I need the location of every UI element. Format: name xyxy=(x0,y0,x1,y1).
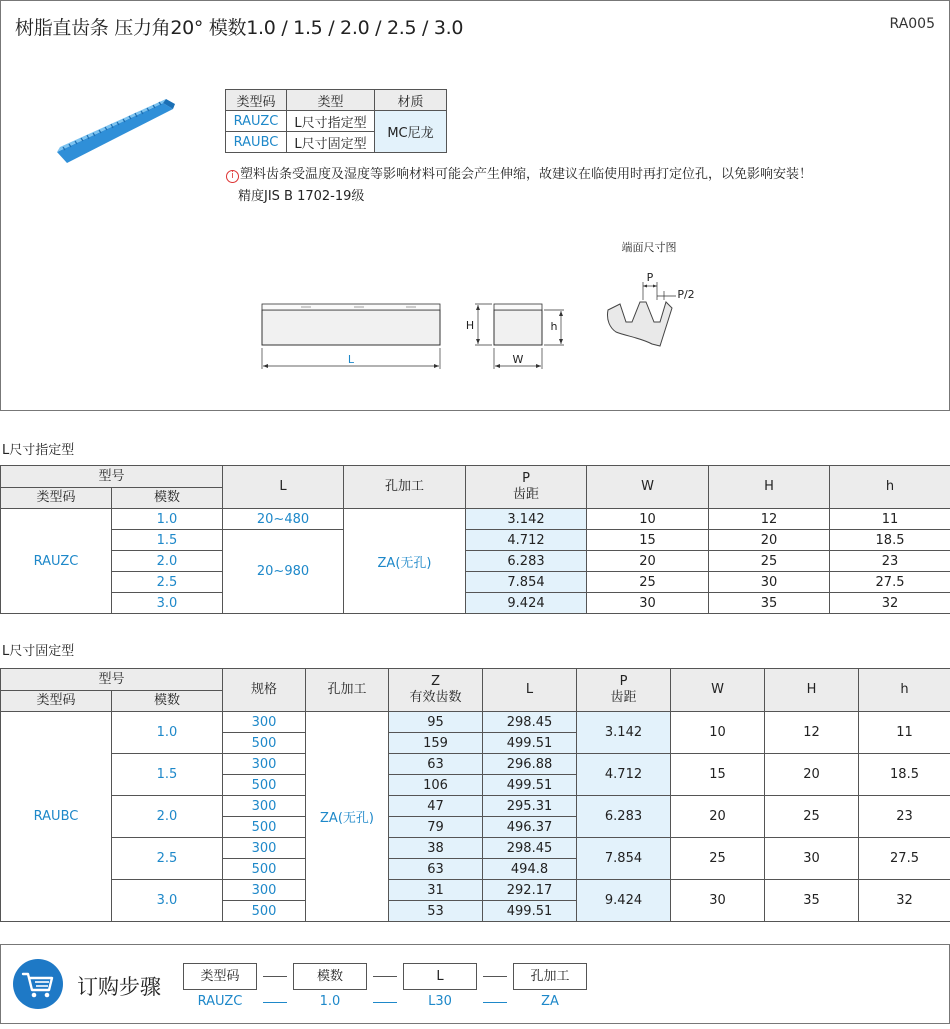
hole-code-link[interactable]: ZA(无孔) xyxy=(377,555,432,571)
module-value[interactable]: 1.0 xyxy=(112,712,223,754)
value-connector xyxy=(483,1002,507,1003)
W-value: 25 xyxy=(671,838,765,880)
header-model: 型号 xyxy=(1,669,223,691)
module-value[interactable]: 1.5 xyxy=(112,754,223,796)
teeth-value: 95 xyxy=(389,712,483,733)
header-pitch-symbol: P xyxy=(619,674,628,689)
length-value: 292.17 xyxy=(483,880,577,901)
h-value: 23 xyxy=(859,796,950,838)
rack-product-image xyxy=(53,97,178,167)
length-value: 499.51 xyxy=(483,901,577,922)
spec-value[interactable]: 500 xyxy=(223,733,306,754)
label-W: W xyxy=(512,353,524,366)
spec-value[interactable]: 300 xyxy=(223,838,306,859)
W-value: 15 xyxy=(587,530,709,551)
spec-value[interactable]: 500 xyxy=(223,859,306,880)
header-h: h xyxy=(859,669,950,712)
h-value: 18.5 xyxy=(830,530,950,551)
step-connector xyxy=(483,976,507,977)
module-value[interactable]: 2.5 xyxy=(112,572,223,593)
header-spec: 规格 xyxy=(223,669,306,712)
W-value: 30 xyxy=(587,593,709,614)
module-value[interactable]: 2.0 xyxy=(112,796,223,838)
length-value: 499.51 xyxy=(483,775,577,796)
teeth-value: 38 xyxy=(389,838,483,859)
W-value: 30 xyxy=(671,880,765,922)
spec-value[interactable]: 300 xyxy=(223,712,306,733)
length-value: 295.31 xyxy=(483,796,577,817)
product-info-panel xyxy=(0,0,950,411)
W-value: 10 xyxy=(587,509,709,530)
spec-table-fixed xyxy=(0,668,950,922)
pitch-value: 3.142 xyxy=(466,509,587,530)
header-type-code: 类型码 xyxy=(226,90,287,111)
hole-code-link[interactable]: ZA(无孔) xyxy=(320,811,374,826)
type-code-link[interactable]: RAUZC xyxy=(226,111,287,132)
teeth-value: 47 xyxy=(389,796,483,817)
W-value: 10 xyxy=(671,712,765,754)
header-module: 模数 xyxy=(112,488,223,509)
module-value[interactable]: 2.5 xyxy=(112,838,223,880)
length-value: 298.45 xyxy=(483,712,577,733)
type-material-table xyxy=(225,89,447,153)
label-H: H xyxy=(465,319,475,332)
module-value[interactable]: 1.0 xyxy=(112,509,223,530)
table-row xyxy=(1,838,950,859)
H-value: 25 xyxy=(709,551,830,572)
label-P: P xyxy=(646,271,654,284)
H-value: 35 xyxy=(709,593,830,614)
header-material: 材质 xyxy=(375,90,447,111)
pitch-value: 9.424 xyxy=(466,593,587,614)
header-module: 模数 xyxy=(112,691,223,712)
spec-value[interactable]: 500 xyxy=(223,775,306,796)
page-title: 树脂直齿条 压力角20° 模数1.0 / 1.5 / 2.0 / 2.5 / 3.0 xyxy=(15,17,464,39)
H-value: 12 xyxy=(709,509,830,530)
header-L: L xyxy=(483,669,577,712)
H-value: 35 xyxy=(765,880,859,922)
module-value[interactable]: 2.0 xyxy=(112,551,223,572)
header-type: 类型 xyxy=(287,90,375,111)
type-code-link[interactable]: RAUBC xyxy=(1,712,112,922)
pitch-value: 6.283 xyxy=(466,551,587,572)
W-value: 25 xyxy=(587,572,709,593)
type-name: L尺寸指定型 xyxy=(287,111,375,132)
step-type-code: 类型码 xyxy=(183,963,257,990)
module-value[interactable]: 3.0 xyxy=(112,593,223,614)
W-value: 20 xyxy=(587,551,709,572)
L-range[interactable]: 20~480 xyxy=(223,509,344,530)
catalog-code: RA005 xyxy=(889,16,935,32)
pitch-value: 3.142 xyxy=(577,712,671,754)
step-length: L xyxy=(403,963,477,990)
end-view-title: 端面尺寸图 xyxy=(621,241,677,254)
header-H: H xyxy=(765,669,859,712)
h-value: 11 xyxy=(859,712,950,754)
notes xyxy=(226,164,812,208)
W-value: 20 xyxy=(671,796,765,838)
H-value: 25 xyxy=(765,796,859,838)
H-value: 20 xyxy=(765,754,859,796)
table-row xyxy=(1,712,950,733)
example-hole: ZA xyxy=(541,994,559,1009)
order-steps-panel xyxy=(0,944,950,1024)
header-teeth-label: 有效齿数 xyxy=(409,690,462,705)
pitch-value: 9.424 xyxy=(577,880,671,922)
h-value: 11 xyxy=(830,509,950,530)
header-H: H xyxy=(709,466,830,509)
teeth-value: 79 xyxy=(389,817,483,838)
h-value: 32 xyxy=(859,880,950,922)
header-L: L xyxy=(223,466,344,509)
length-value: 494.8 xyxy=(483,859,577,880)
length-value: 296.88 xyxy=(483,754,577,775)
teeth-value: 63 xyxy=(389,754,483,775)
header-W: W xyxy=(587,466,709,509)
header-type-code: 类型码 xyxy=(1,691,112,712)
header-model: 型号 xyxy=(1,466,223,488)
header-W: W xyxy=(671,669,765,712)
spec-value[interactable]: 300 xyxy=(223,796,306,817)
L-range[interactable]: 20~980 xyxy=(223,530,344,614)
h-value: 27.5 xyxy=(830,572,950,593)
hole-option xyxy=(344,509,466,614)
label-P-half: P/2 xyxy=(677,288,695,301)
teeth-value: 31 xyxy=(389,880,483,901)
pitch-value: 4.712 xyxy=(577,754,671,796)
header-hole: 孔加工 xyxy=(344,466,466,509)
header-hole: 孔加工 xyxy=(306,669,389,712)
module-value[interactable]: 1.5 xyxy=(112,530,223,551)
step-hole: 孔加工 xyxy=(513,963,587,990)
type-code-link[interactable]: RAUZC xyxy=(1,509,112,614)
spec-value[interactable]: 300 xyxy=(223,880,306,901)
table-row xyxy=(1,880,950,901)
spec-value[interactable]: 300 xyxy=(223,754,306,775)
cart-icon xyxy=(13,959,63,1009)
header-pitch xyxy=(577,669,671,712)
H-value: 20 xyxy=(709,530,830,551)
value-connector xyxy=(373,1002,397,1003)
step-connector xyxy=(263,976,287,977)
order-title: 订购步骤 xyxy=(77,975,161,999)
step-connector xyxy=(373,976,397,977)
H-value: 30 xyxy=(709,572,830,593)
spec-table-specified xyxy=(0,465,950,614)
header-pitch xyxy=(466,466,587,509)
header-teeth-symbol: Z xyxy=(431,674,440,689)
pitch-value: 4.712 xyxy=(466,530,587,551)
table-row xyxy=(1,796,950,817)
h-value: 23 xyxy=(830,551,950,572)
label-h: h xyxy=(550,320,558,333)
header-pitch-label: 齿距 xyxy=(513,487,540,502)
teeth-value: 63 xyxy=(389,859,483,880)
hole-option xyxy=(306,712,389,922)
H-value: 12 xyxy=(765,712,859,754)
table-row xyxy=(1,754,950,775)
h-value: 32 xyxy=(830,593,950,614)
pitch-value: 7.854 xyxy=(577,838,671,880)
pitch-value: 6.283 xyxy=(577,796,671,838)
header-teeth xyxy=(389,669,483,712)
H-value: 30 xyxy=(765,838,859,880)
type-name: L尺寸固定型 xyxy=(287,132,375,153)
teeth-value: 53 xyxy=(389,901,483,922)
h-value: 18.5 xyxy=(859,754,950,796)
spec-value[interactable]: 500 xyxy=(223,901,306,922)
length-value: 499.51 xyxy=(483,733,577,754)
label-L: L xyxy=(347,353,355,366)
warning-note: 塑料齿条受温度及湿度等影响材料可能会产生伸缩，故建议在临使用时再打定位孔，以免影响安装！ xyxy=(240,167,813,182)
header-pitch-symbol: P xyxy=(522,471,530,486)
length-value: 496.37 xyxy=(483,817,577,838)
header-type-code: 类型码 xyxy=(1,488,112,509)
length-value: 298.45 xyxy=(483,838,577,859)
pitch-value: 7.854 xyxy=(466,572,587,593)
step-module: 模数 xyxy=(293,963,367,990)
header-h: h xyxy=(830,466,950,509)
W-value: 15 xyxy=(671,754,765,796)
teeth-value: 106 xyxy=(389,775,483,796)
section-title-fixed: L尺寸固定型 xyxy=(2,644,75,659)
header-pitch-label: 齿距 xyxy=(610,690,637,705)
dimension-drawing xyxy=(256,236,716,376)
info-icon: i xyxy=(226,170,239,183)
material-cell: MC尼龙 xyxy=(375,111,447,153)
value-connector xyxy=(263,1002,287,1003)
example-type-code: RAUZC xyxy=(197,994,243,1009)
spec-value[interactable]: 500 xyxy=(223,817,306,838)
h-value: 27.5 xyxy=(859,838,950,880)
accuracy-note: 精度JIS B 1702-19级 xyxy=(238,189,365,204)
module-value[interactable]: 3.0 xyxy=(112,880,223,922)
example-length: L30 xyxy=(428,994,452,1009)
type-code-link[interactable]: RAUBC xyxy=(226,132,287,153)
teeth-value: 159 xyxy=(389,733,483,754)
section-title-specified: L尺寸指定型 xyxy=(2,443,75,458)
example-module: 1.0 xyxy=(319,994,341,1009)
